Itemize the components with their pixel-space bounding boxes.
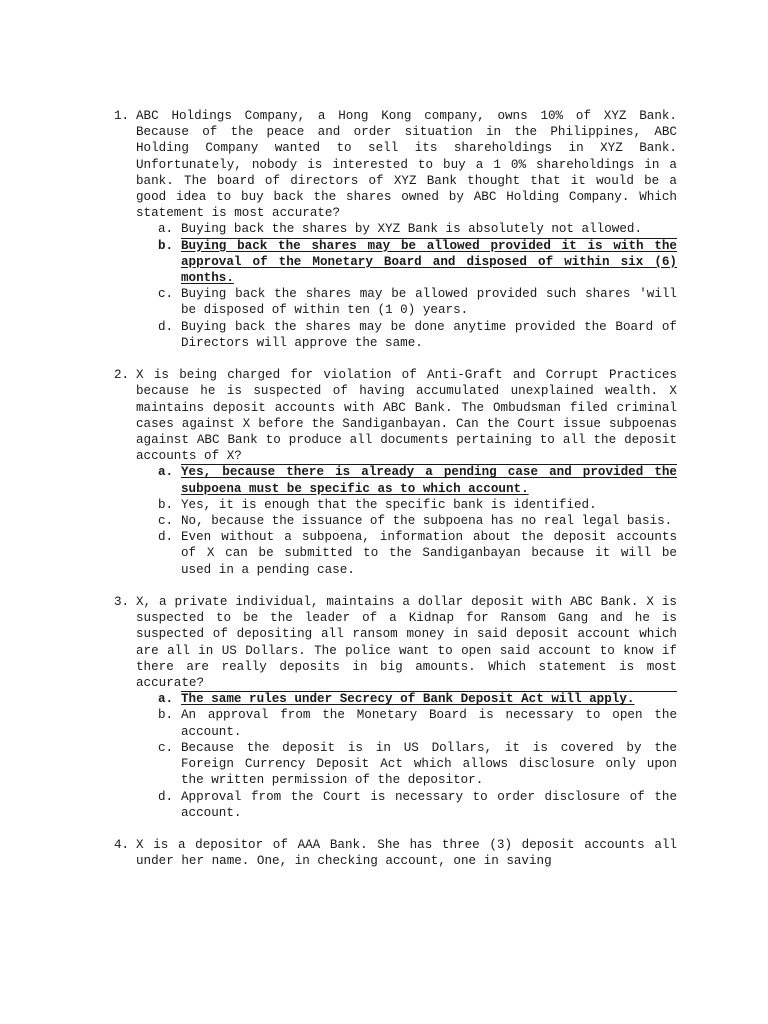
option-c bbox=[0, 740, 768, 789]
question-1 bbox=[0, 108, 768, 351]
option-letter: b. bbox=[158, 238, 174, 253]
option-text: Buying back the shares by XYZ Bank is absolutely not allowed. bbox=[181, 222, 643, 237]
option-text: Because the deposit is in US Dollars, it is covered by the Foreign Currency Deposit Act which allows disclosure only upon the written permission of the depositor. bbox=[181, 740, 677, 788]
question-4 bbox=[0, 837, 768, 869]
question-number: 4. bbox=[114, 838, 130, 853]
question-3 bbox=[0, 594, 768, 821]
question-2 bbox=[0, 367, 768, 578]
option-letter: c. bbox=[158, 514, 174, 529]
option-letter: d. bbox=[158, 530, 174, 545]
question-text: ABC Holdings Company, a Hong Kong company, owns 10% of XYZ Bank. Because of the peace and order situation in the Philippines, ABC Holding Company wanted to sell its shareholdings in XYZ Bank. Unfortunately, nobody is interested to buy a 1 0% shareholdings in a bank. The board of directors of XYZ Bank thought that it would be a good idea to buy back the shares owned by ABC Holding Company. Which statement is most accurate? bbox=[136, 109, 677, 221]
document-page bbox=[0, 108, 768, 886]
option-c bbox=[0, 513, 768, 529]
answer-options bbox=[0, 221, 768, 351]
option-letter: c. bbox=[158, 287, 174, 302]
question-number: 2. bbox=[114, 368, 130, 383]
option-d bbox=[0, 319, 768, 351]
option-text: Buying back the shares may be allowed provided such shares 'will be disposed of within ten (1 0) years. bbox=[181, 287, 677, 318]
option-text bbox=[181, 691, 677, 707]
option-text-underlined: The same rules under Secrecy of Bank Deposit Act will apply. bbox=[181, 692, 635, 707]
option-text: Buying back the shares may be done anytime provided the Board of Directors will approve the same. bbox=[181, 319, 677, 350]
option-letter: a. bbox=[158, 222, 174, 237]
option-d bbox=[0, 789, 768, 821]
option-letter: a. bbox=[158, 465, 174, 480]
option-d bbox=[0, 529, 768, 578]
option-letter: d. bbox=[158, 319, 174, 334]
option-text bbox=[181, 464, 677, 496]
option-text bbox=[181, 238, 677, 287]
option-letter: b. bbox=[158, 497, 174, 512]
answer-options bbox=[0, 691, 768, 821]
question-text: X is being charged for violation of Anti-Graft and Corrupt Practices because he is suspected of having accumulated unexplained wealth. X maintains deposit accounts with ABC Bank. The Ombudsman filed criminal cases against X before the Sandiganbayan. Can the Court issue subpoenas against ABC Bank to produce all documents pertaining to all the deposit accounts of X? bbox=[136, 368, 677, 464]
option-text: No, because the issuance of the subpoena has no real legal basis. bbox=[181, 514, 673, 529]
question-text: X is a depositor of AAA Bank. She has three (3) deposit accounts all under her name. One, in checking account, one in saving bbox=[136, 838, 677, 869]
option-b-correct-answer bbox=[0, 238, 768, 287]
option-b bbox=[0, 707, 768, 739]
option-text: An approval from the Monetary Board is necessary to open the account. bbox=[181, 708, 677, 739]
option-a-correct-answer bbox=[0, 691, 768, 707]
option-a bbox=[0, 221, 768, 237]
option-b bbox=[0, 497, 768, 513]
question-number: 3. bbox=[114, 595, 130, 610]
option-letter: d. bbox=[158, 789, 174, 804]
option-c bbox=[0, 286, 768, 318]
option-letter: c. bbox=[158, 740, 174, 755]
option-text-underlined: Yes, because there is already a pending case and provided the subpoena must be specific as to which account. bbox=[181, 465, 677, 496]
option-letter: b. bbox=[158, 708, 174, 723]
option-text: Even without a subpoena, information about the deposit accounts of X can be submitted to the Sandiganbayan because it will be used in a pending case. bbox=[181, 530, 677, 577]
option-a-correct-answer bbox=[0, 464, 768, 496]
option-text: Yes, it is enough that the specific bank is identified. bbox=[181, 497, 597, 512]
answer-options bbox=[0, 464, 768, 577]
option-letter: a. bbox=[158, 692, 174, 707]
option-text: Approval from the Court is necessary to order disclosure of the account. bbox=[181, 789, 677, 820]
question-number: 1. bbox=[114, 109, 130, 123]
option-text-underlined: Buying back the shares may be allowed provided it is with the approval of the Monetary Board and disposed of within six (6) months. bbox=[181, 238, 677, 286]
question-text: X, a private individual, maintains a dollar deposit with ABC Bank. X is suspected to be the leader of a Kidnap for Ransom Gang and he is suspected of depositing all ransom money in said deposit account which are all in US Dollars. The police want to open said account to know if there are really deposits in big amounts. Which statement is most accurate? bbox=[136, 595, 677, 691]
